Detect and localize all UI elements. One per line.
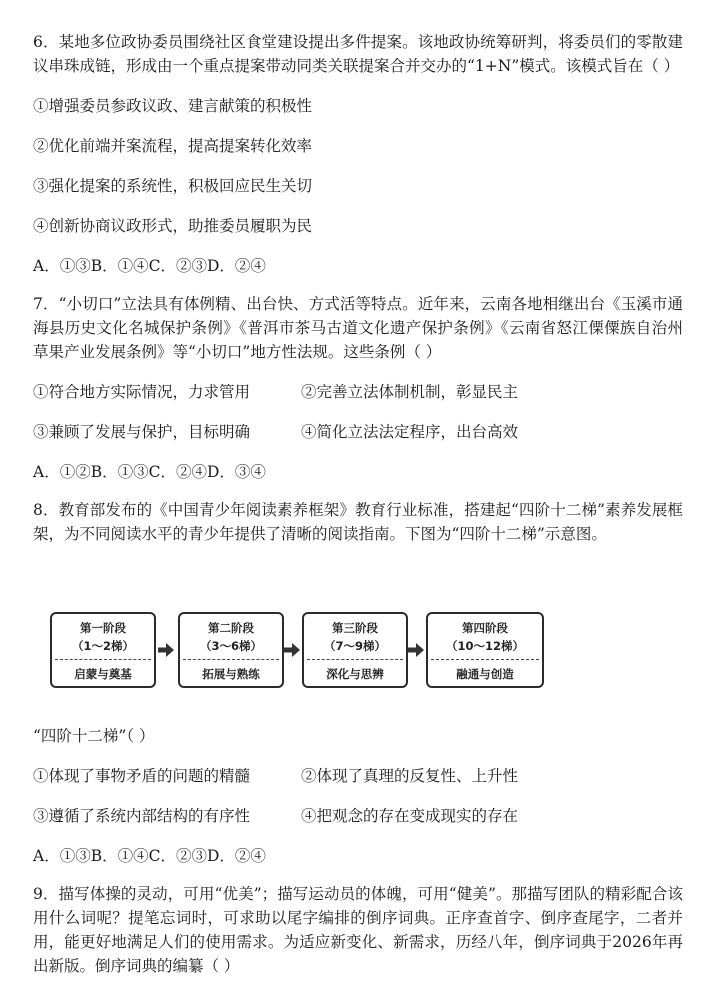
stage-box-1 [50,612,156,688]
stage-3-divider [307,659,403,660]
stage-3-goal: 深化与思辨 [326,667,384,681]
stage-1-range: （1～2梯） [71,639,134,653]
stage-2-range: （3～6梯） [199,639,262,653]
stage-box-4 [426,612,544,688]
q7-options-row-1 [33,380,683,404]
question-page [33,30,683,546]
q8-lead: “四阶十二梯”（ ） [33,727,155,745]
q6-option-3: ③强化提案的系统性，积极回应民生关切 [33,177,313,195]
q7-option-2: ②完善立法体制机制，彰显民主 [301,383,519,401]
stage-1-divider [55,659,151,660]
q7-option-1: ①符合地方实际情况，力求管用 [33,383,251,401]
stage-4-name: 第四阶段 [462,621,508,635]
stage-box-2 [178,612,284,688]
q6-option-4: ④创新协商议政形式，助推委员履职为民 [33,217,313,235]
right-arrow-icon [284,643,300,657]
four-stages-diagram [50,612,550,690]
stage-4-divider [431,659,539,660]
q8-option-4: ④把观念的存在变成现实的存在 [301,807,519,825]
q7-answer-choices: A．①②B．①③C．②④D．③④ [33,463,266,481]
q6-option-1: ①增强委员参政议政、建言献策的积极性 [33,97,313,115]
q7-option-3: ③兼顾了发展与保护，目标明确 [33,423,251,441]
q8-options-row-2 [33,804,683,828]
q6-stem: 6．某地多位政协委员围绕社区食堂建设提出多件提案。该地政协统筹研判，将委员们的零散建议串珠成链，形成由一个重点提案带动同类关联提案合并交办的“1+N”模式。该模式旨在（ ） [33,33,683,75]
right-arrow-icon [158,643,174,657]
q8-option-2: ②体现了真理的反复性、上升性 [301,767,519,785]
stage-4-goal: 融通与创造 [456,667,514,681]
stage-box-3 [302,612,408,688]
q9-stem: 9．描写体操的灵动，可用“优美”；描写运动员的体魄，可用“健美”。那描写团队的精彩配合该用什么词呢？提笔忘词时，可求助以尾字编排的倒序词典。正序查首字、倒序查尾字，二者并用，能更好地满足人们的使用需求。为适应新变化、新需求，历经八年，倒序词典于2026年再出新版。倒序词典的编纂（ ） [33,885,683,975]
q6-option-2: ②优化前端并案流程，提高提案转化效率 [33,137,313,155]
q8-answer-choices: A．①③B．①④C．②③D．②④ [33,847,266,865]
stage-1-name: 第一阶段 [80,621,126,635]
q7-stem: 7．“小切口”立法具有体例精、出台快、方式活等特点。近年来，云南各地相继出台《玉溪市通海县历史文化名城保护条例》《普洱市茶马古道文化遗产保护条例》《云南省怒江傈僳族自治州草果产业发展条例》等“小切口”地方性法规。这些条例（ ） [33,295,683,361]
stage-4-range: （10～12梯） [445,639,524,653]
question-page-lower [33,724,683,978]
q8-stem: 8．教育部发布的《中国青少年阅读素养框架》教育行业标准，搭建起“四阶十二梯”素养发展框架，为不同阅读水平的青少年提供了清晰的阅读指南。下图为“四阶十二梯”示意图。 [33,501,683,543]
q7-options-row-2 [33,420,683,444]
stage-3-name: 第三阶段 [332,621,378,635]
q8-options-row-1 [33,764,683,788]
q7-option-4: ④简化立法法定程序，出台高效 [301,423,519,441]
right-arrow-icon [408,643,424,657]
q8-option-3: ③遵循了系统内部结构的有序性 [33,807,251,825]
q6-answer-choices: A．①③B．①④C．②③D．②④ [33,257,266,275]
stage-2-goal: 拓展与熟练 [202,667,260,681]
stage-2-name: 第二阶段 [208,621,254,635]
stage-3-range: （7～9梯） [323,639,386,653]
stage-2-divider [183,659,279,660]
q8-option-1: ①体现了事物矛盾的问题的精髓 [33,767,251,785]
stage-1-goal: 启蒙与奠基 [74,667,132,681]
